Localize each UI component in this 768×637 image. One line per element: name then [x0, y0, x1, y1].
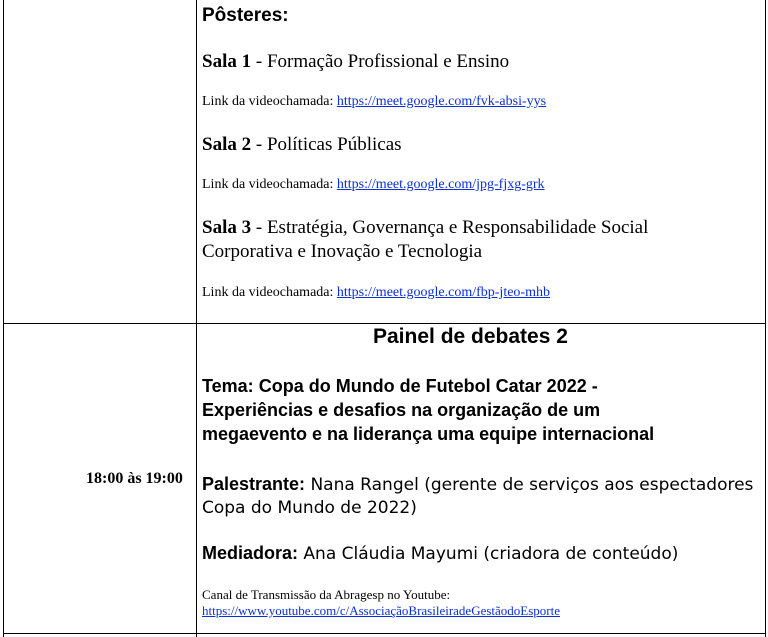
moderator-line [202, 543, 678, 564]
room-2-label: Sala 2 [202, 134, 252, 155]
speaker-line-1 [202, 474, 753, 495]
room-1-link-prefix: Link da videochamada: [202, 94, 337, 109]
room-3-meet-link[interactable]: https://meet.google.com/fbp-jteo-mhb [336, 285, 550, 300]
panel-time: 18:00 às 19:00 [86, 470, 183, 487]
room-1-label: Sala 1 [202, 51, 252, 72]
room-2-link-prefix: Link da videochamada: [202, 177, 337, 192]
speaker-text-line-1: Nana Rangel (gerente de serviços aos espectadores [310, 475, 754, 495]
room-3-link-line [202, 285, 550, 301]
table-row-divider [3, 323, 766, 324]
room-2-link-line [202, 177, 545, 193]
channel-text: Canal de Transmissão da Abragesp no Youtube: [202, 587, 451, 602]
speaker-text-line-2: Copa do Mundo de 2022) [202, 498, 417, 518]
table-column-divider [196, 0, 197, 637]
room-1-link-line [202, 94, 546, 110]
room-3-topic-line-2: Corporativa e Inovação e Tecnologia [202, 241, 483, 262]
room-2-separator: - [251, 134, 267, 155]
speaker-label: Palestrante: [202, 474, 306, 494]
room-1-line [202, 51, 509, 73]
table-border-left [3, 0, 4, 637]
tema-line-1 [202, 376, 598, 397]
room-2-topic: Políticas Públicas [266, 134, 402, 155]
room-3-topic-line-1: Estratégia, Governança e Responsabilidade Social [266, 217, 649, 238]
moderator-text: Ana Cláudia Mayumi (criadora de conteúdo) [303, 544, 679, 564]
table-row-divider-bottom [3, 633, 766, 634]
tema-label: Tema: [202, 376, 254, 396]
tema-text-line-3: megaevento e na liderança uma equipe internacional [202, 424, 655, 444]
table-border-right [765, 0, 766, 637]
panel-title: Painel de debates 2 [373, 325, 568, 348]
youtube-channel-link[interactable]: https://www.youtube.com/c/AssociaçãoBrasileiradeGestãodoEsporte [202, 603, 561, 618]
room-3-label: Sala 3 [202, 217, 252, 238]
tema-text-line-1: Copa do Mundo de Futebol Catar 2022 - [258, 376, 598, 396]
tema-text-line-2: Experiências e desafios na organização de um [202, 400, 601, 420]
room-1-meet-link[interactable]: https://meet.google.com/fvk-absi-yys [336, 94, 547, 109]
room-1-topic: Formação Profissional e Ensino [266, 51, 510, 72]
room-3-separator: - [251, 217, 267, 238]
room-2-line [202, 134, 402, 156]
room-1-separator: - [251, 51, 267, 72]
room-2-meet-link[interactable]: https://meet.google.com/jpg-fjxg-grk [336, 177, 545, 192]
room-3-line-1 [202, 217, 648, 239]
posters-heading: Pôsteres: [202, 5, 289, 26]
moderator-label: Mediadora: [202, 543, 299, 563]
room-3-link-prefix: Link da videochamada: [202, 285, 337, 300]
